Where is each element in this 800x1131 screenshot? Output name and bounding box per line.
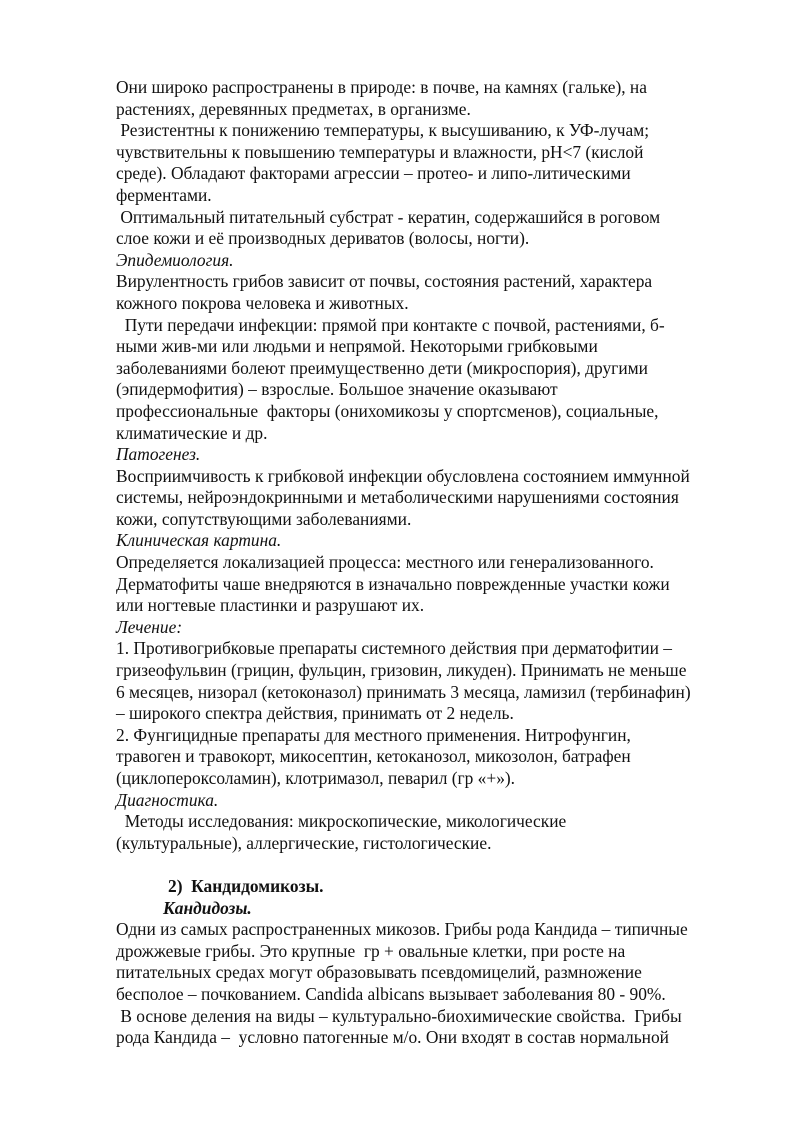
text-line: ферментами. — [116, 184, 212, 205]
text-line: бесполое – почкованием. Candida albicans вызывает заболевания 80 - 90%. — [116, 983, 666, 1004]
text-line: Оптимальный питательный субстрат - кератин, содержашийся в роговом — [116, 206, 661, 227]
text-line: – широкого спектра действия, принимать от 2 недель. — [116, 703, 514, 724]
body-text — [116, 77, 766, 854]
section-heading: 2) Кандидомикозы. — [168, 876, 324, 896]
section-title-diagnostics: Диагностика. — [116, 789, 219, 810]
text-line: ными жив-ми или людьми и непрямой. Некоторыми грибковыми — [116, 336, 598, 357]
text-line: Резистентны к понижению температуры, к высушиванию, к УФ-лучам; — [116, 120, 650, 141]
text-line: травоген и травокорт, микосептин, кетоканозол, микозолон, батрафен — [116, 746, 631, 767]
section-subheading: Кандидозы. — [163, 897, 252, 918]
section-candidiasis — [116, 876, 776, 1049]
text-line: профессиональные факторы (онихомикозы у спортсменов), социальные, — [116, 400, 659, 421]
text-line: кожного покрова человека и животных. — [116, 292, 409, 313]
text-line: среде). Обладают факторами агрессии – протео- и липо-литическими — [116, 163, 631, 184]
text-line: 1. Противогрибковые препараты системного действия при дерматофитии – — [116, 638, 672, 659]
text-line: климатические и др. — [116, 422, 268, 443]
text-line: Вирулентность грибов зависит от почвы, состояния растений, характера — [116, 271, 653, 292]
text-line: гризеофульвин (грицин, фульцин, гризовин, ликуден). Принимать не меньше — [116, 660, 687, 681]
text-line: Определяется локализацией процесса: местного или генерализованного. — [116, 552, 654, 573]
section-title-pathogenesis: Патогенез. — [116, 444, 201, 465]
text-line: (циклопероксоламин), клотримазол, певарил (гр «+»). — [116, 768, 516, 788]
text-line: системы, нейроэндокринными и метаболическими нарушениями состояния — [116, 487, 679, 508]
text-line: растениях, деревянных предметах, в организме. — [116, 98, 471, 119]
text-line: (культуральные), аллергические, гистологические. — [116, 832, 492, 853]
text-line: дрожжевые грибы. Это крупные гр + овальные клетки, при росте на — [116, 940, 626, 961]
section-title-epidemiology: Эпидемиология. — [116, 249, 234, 270]
text-line: Методы исследования: микроскопические, микологические — [116, 811, 567, 832]
text-line: чувствительны к повышению температуры и влажности, pH<7 (кислой — [116, 141, 644, 162]
text-line: (эпидермофития) – взрослые. Большое значение оказывают — [116, 379, 558, 400]
text-line: питательных средах могут образовывать псевдомицелий, размножение — [116, 962, 642, 983]
text-line: Одни из самых распространенных микозов. Грибы рода Кандида – типичные — [116, 919, 688, 940]
text-line: Дерматофиты чаше внедряются в изначально поврежденные участки кожи — [116, 573, 670, 594]
text-line: или ногтевые пластинки и разрушают их. — [116, 595, 425, 616]
text-line: рода Кандида – условно патогенные м/о. Они входят в состав нормальной — [116, 1027, 669, 1048]
text-line: 2. Фунгицидные препараты для местного применения. Нитрофунгин, — [116, 724, 631, 745]
text-line: 6 месяцев, низорал (кетоконазол) принимать 3 месяца, ламизил (тербинафин) — [116, 681, 691, 702]
text-line: Пути передачи инфекции: прямой при контакте с почвой, растениями, б- — [116, 314, 665, 335]
text-line: кожи, сопутствующими заболеваниями. — [116, 508, 412, 529]
text-line: Восприимчивость к грибковой инфекции обусловлена состоянием иммунной — [116, 465, 690, 486]
text-line: Они широко распространены в природе: в почве, на камнях (гальке), на — [116, 77, 647, 97]
text-line: В основе деления на виды – культурально-биохимические свойства. Грибы — [116, 1005, 682, 1026]
section-title-treatment: Лечение: — [116, 616, 183, 637]
text-line: заболеваниями болеют преимущественно дети (микроспория), другими — [116, 357, 648, 378]
section-title-clinical: Клиническая картина. — [116, 530, 282, 551]
text-line: слое кожи и её производных дериватов (волосы, ногти). — [116, 228, 530, 249]
